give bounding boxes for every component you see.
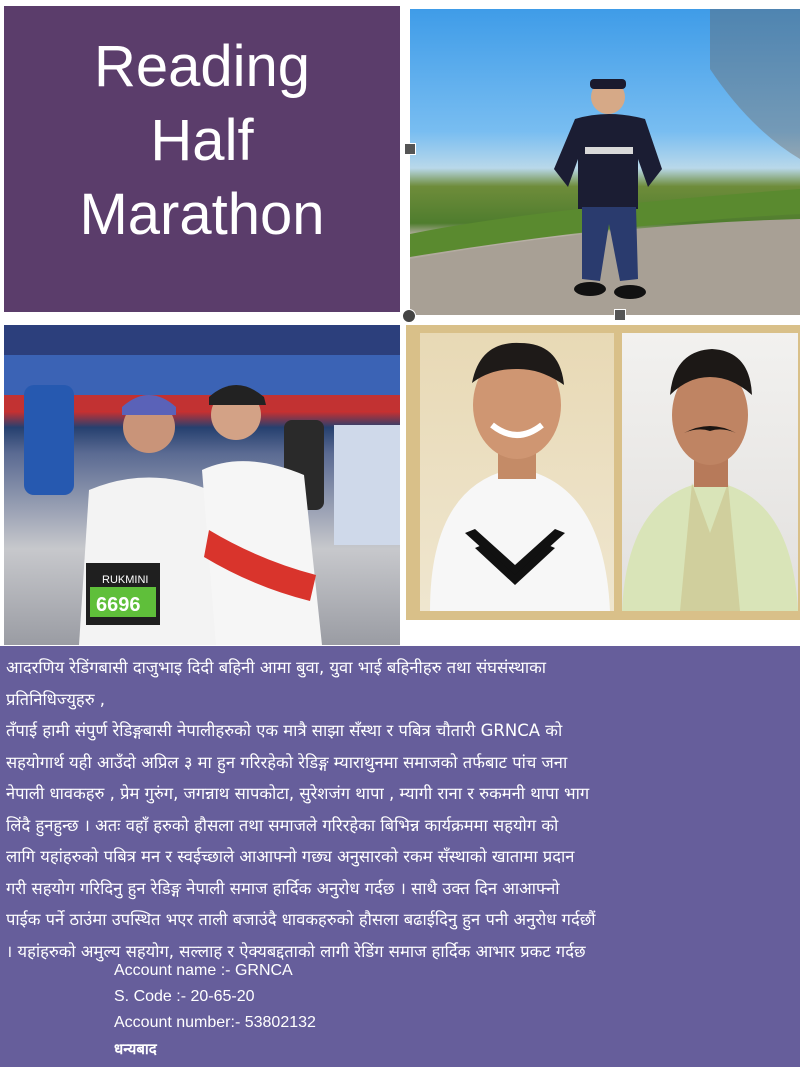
barrier-shape	[334, 425, 400, 545]
message-panel	[0, 646, 800, 1067]
frame-handle[interactable]	[404, 143, 416, 155]
frame-handle[interactable]	[614, 309, 626, 321]
rotate-handle[interactable]	[402, 309, 416, 323]
stadium-scene	[4, 325, 400, 645]
message-line: लिंदै हुनहुन्छ । अतः वहाँ हरुको हौसला तथा समाजले गरिरहेका बिभिन्न कार्यक्रममा सहयोग को	[6, 815, 559, 835]
man2-scene	[622, 333, 798, 611]
cap-shape	[590, 79, 626, 89]
poster-title	[4, 30, 400, 252]
shoe-right	[614, 285, 646, 299]
title-line-2: Half	[150, 108, 254, 173]
runner-bg	[24, 385, 74, 495]
message-line: तँपाई हामी संपुर्ण रेडिङ्गबासी नेपालीहरुको एक मात्रै साझा सँस्था र पबित्र चौतारी GRNCA को	[6, 721, 563, 740]
sort-code: S. Code :- 20-65-20	[114, 988, 255, 1005]
man-with-moustache-photo	[622, 333, 798, 611]
message-line: लागि यहांहरुको पबित्र मन र स्वईच्छाले आआफ्नो गछ्य अनुसारको रकम सँस्थाको खातामा प्रदान	[6, 847, 575, 866]
tree-shape	[710, 9, 800, 159]
title-panel	[4, 6, 400, 312]
title-line-3: Marathon	[79, 182, 325, 247]
message-line: आदरणिय रेडिंगबासी दाजुभाइ दिदी बहिनी आमा बुवा, युवा भाई बहिनीहरु तथा संघसंस्थाका	[6, 658, 547, 677]
message-line: गरी सहयोग गरिदिनु हुन रेडिङ्ग नेपाली समाज हार्दिक अनुरोध गर्दछ । साथै उक्त दिन आआफ्नो	[6, 878, 560, 898]
park-scene	[410, 9, 800, 315]
bib-name: RUKMINI	[102, 574, 149, 586]
sweater-shape	[554, 114, 662, 209]
message-line: नेपाली धावकहरु , प्रेम गुरुंग, जगन्नाथ सापकोटा, सुरेशजंग थापा , म्यागी राना र रुकमनी थापा भाग	[6, 784, 590, 803]
message-body	[6, 652, 796, 967]
stripe-shape	[585, 147, 633, 154]
message-line: सहयोगार्थ यही आउँदो अप्रिल ३ मा हुन गरिरहेको रेडिङ्ग म्याराथुनमा समाजको तर्फबाट पांच जना	[6, 752, 568, 772]
tshirt-shape	[430, 468, 610, 611]
stand-roof	[4, 325, 400, 355]
two-runners-stadium-photo	[4, 325, 400, 645]
shoe-left	[574, 282, 606, 296]
bib-number: 6696	[96, 594, 141, 616]
message-line: प्रतिनिधिज्युहरु ,	[6, 689, 106, 709]
man1-scene	[420, 333, 614, 611]
title-line-1: Reading	[93, 34, 311, 99]
man-in-park-photo	[410, 9, 800, 315]
account-details	[114, 958, 316, 1062]
message-line: । यहांहरुको अमुल्य सहयोग, सल्लाह र ऐक्यबद्दताको लागी रेडिंग समाज हार्दिक आभार प्रकट गर्दछ	[6, 941, 586, 961]
smiling-man-white-tshirt-photo	[420, 333, 614, 611]
account-name: Account name :- GRNCA	[114, 962, 293, 979]
account-number: Account number:- 53802132	[114, 1014, 316, 1031]
message-line: पाईक पर्ने ठाउंमा उपस्थित भएर ताली बजाउंदै धावकहरुको हौसला बढाईदिनु हुन पनी अनुरोध गर्दछौं	[6, 910, 596, 929]
thanks-text: धन्यबाद	[114, 1040, 157, 1058]
